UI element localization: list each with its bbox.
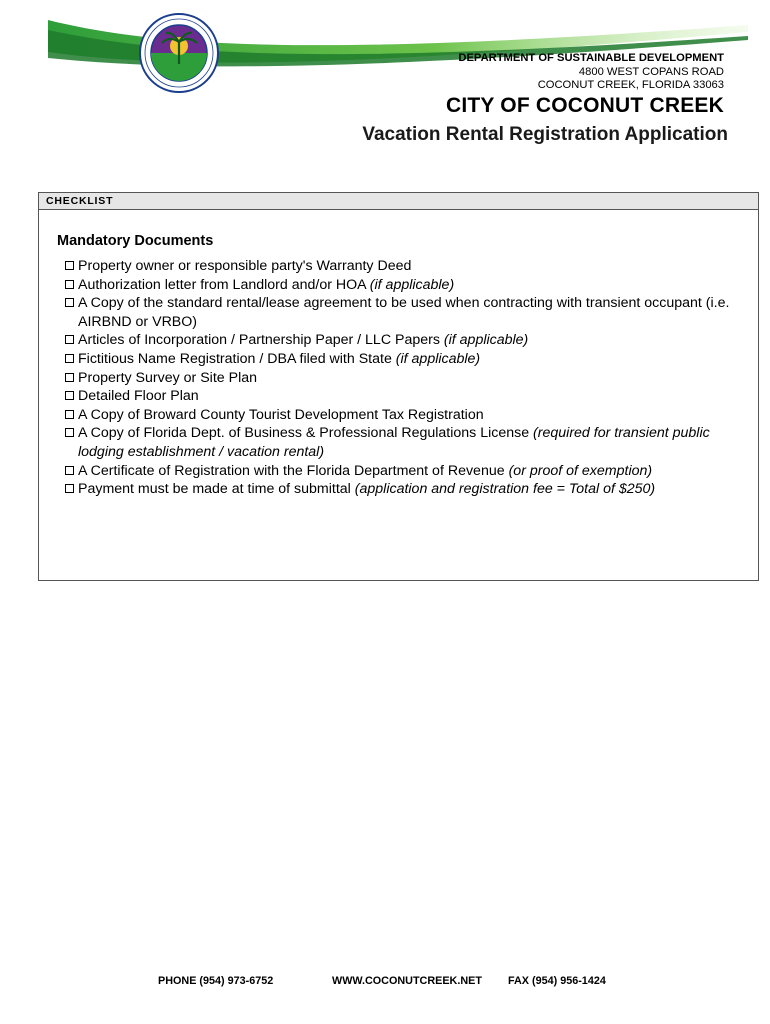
website-link[interactable]: WWW.COCONUTCREEK.NET [332,975,482,987]
checklist-item-note: (or proof of exemption) [508,462,653,479]
checklist-item-text: Property Survey or Site Plan [78,369,257,386]
checkbox[interactable] [65,391,74,400]
checklist-item [65,294,750,331]
checklist-header: CHECKLIST [39,193,758,210]
document-checklist [65,257,750,499]
checkbox[interactable] [65,354,74,363]
department-name: DEPARTMENT OF SUSTAINABLE DEVELOPMENT [458,52,724,64]
checklist-item-note: (required for transient public lodging establishment / vacation rental) [78,425,710,460]
page-footer [0,975,770,991]
checkbox[interactable] [65,466,74,475]
checkbox[interactable] [65,335,74,344]
phone-number: PHONE (954) 973-6752 [158,975,274,987]
checklist-item [65,276,750,295]
checklist-item-text: Property owner or responsible party's Warranty Deed [78,258,412,274]
checklist-item-text: A Copy of Florida Dept. of Business & Professional Regulations License [78,425,534,442]
checklist-item [65,387,750,406]
checkbox[interactable] [65,373,74,382]
checklist-item-text: A Copy of the standard rental/lease agreement to be used when contracting with transient occupant (i.e. AIRBND or VRBO) [78,295,730,330]
checklist-item-text: Authorization letter from Landlord and/or HOA [78,276,370,293]
checklist-item-note: (application and registration fee = Total of $250) [354,481,656,498]
checkbox[interactable] [65,484,74,493]
checklist-item [65,424,750,461]
page-title: Vacation Rental Registration Application [362,124,728,145]
city-title: CITY OF COCONUT CREEK [446,94,724,117]
checklist-item-note: (if applicable) [443,332,529,349]
checklist-item [65,480,750,499]
checkbox[interactable] [65,261,74,270]
checklist-item-text: Detailed Floor Plan [78,388,199,405]
checklist-item-note: (if applicable) [395,350,481,367]
checklist-section [38,192,759,581]
checklist-item [65,462,750,481]
city-seal-icon [138,12,220,94]
checklist-item-text: Payment must be made at time of submittal [78,481,355,498]
checkbox[interactable] [65,428,74,437]
checklist-item [65,257,750,276]
checklist-item-text: A Copy of Broward County Tourist Development Tax Registration [78,406,484,423]
department-address-block [458,52,724,93]
checklist-item [65,331,750,350]
address-line-1: 4800 WEST COPANS ROAD [578,65,724,78]
mandatory-documents-heading: Mandatory Documents [57,233,214,249]
checkbox[interactable] [65,280,74,289]
checkbox[interactable] [65,298,74,307]
checklist-item [65,406,750,425]
checkbox[interactable] [65,410,74,419]
checklist-item-text: Fictitious Name Registration / DBA filed with State [78,350,396,367]
fax-number: FAX (954) 956-1424 [508,975,606,987]
checklist-item-text: A Certificate of Registration with the Florida Department of Revenue [78,462,509,479]
checklist-item-text: Articles of Incorporation / Partnership Paper / LLC Papers [78,332,444,349]
checklist-item-note: (if applicable) [369,276,455,293]
checklist-item [65,350,750,369]
address-line-2: COCONUT CREEK, FLORIDA 33063 [537,79,724,91]
checklist-item [65,369,750,388]
